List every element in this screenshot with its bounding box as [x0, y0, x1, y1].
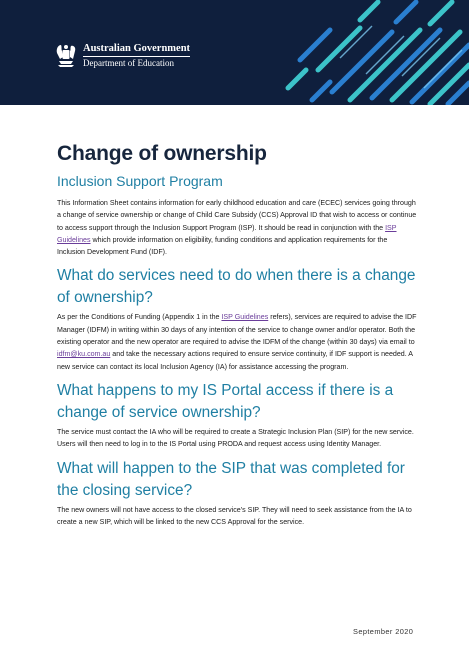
section-paragraph-portal: The service must contact the IA who will be required to create a Strategic Inclusion Plan (SIP) for the new service. Users will then need to log in to the IS Portal using PRODA and request access using Identity Manager.: [57, 427, 414, 449]
gov-name: Australian Government: [83, 43, 191, 55]
isp-guidelines-link[interactable]: ISP Guidelines: [57, 223, 397, 244]
ownership-text-1: As per the Conditions of Funding (Appendix 1 in the: [57, 313, 222, 322]
page-subtitle: Inclusion Support Program: [57, 173, 223, 189]
intro-text-2: which provide information on eligibility, funding conditions and application requirements for the Inclusion Development Fund (IDF).: [57, 235, 388, 257]
isp-guidelines-link-2[interactable]: ISP Guidelines: [221, 313, 269, 322]
section-heading-ownership: What do services need to do when there is a change of ownership?: [57, 267, 416, 307]
idfm-email-link[interactable]: idfm@ku.com.au: [57, 350, 111, 359]
ownership-text-3: and take the necessary actions required to ensure service continuity, if IDF support is needed. A new service can contact its local Inclusion Agency (IA) for assistance accessing the program.: [57, 350, 413, 371]
header-banner: [0, 0, 469, 105]
coat-of-arms-crest-icon: [55, 43, 77, 69]
section-paragraph-sip: The new owners will not have access to the closed service's SIP. They will need to seek assistance from the IA to create a new SIP, which will be linked to the new CCS Approval for the service.: [57, 505, 412, 526]
ownership-text-2: refers), services are required to advise the IDF Manager (IDFM) in writing within 30 days of any intention of the service to change owner and/or operator. Both the existing operator and the new operator are required to advise the IDFM of the change (within 30 days) via email to: [57, 313, 417, 347]
government-logo: [55, 43, 190, 69]
section-paragraph-ownership: [57, 311, 417, 372]
department-name: Department of Education: [83, 58, 174, 69]
intro-text-1: This Information Sheet contains information for early childhood education and care (ECEC) services going through a change of service ownership or change of Child Care Subsidy (CCS) Approval ID that wish to access or continue to access support through the Inclusion Support Program (ISP). It should be read in conjunction with the: [57, 199, 417, 232]
government-wordmark: [83, 43, 190, 68]
publication-date: September 2020: [353, 627, 414, 636]
section-heading-portal: What happens to my IS Portal access if there is a change of service ownership?: [57, 381, 394, 421]
document-body: [57, 142, 417, 528]
page-title: Change of ownership: [57, 142, 267, 165]
section-heading-sip: What will happen to the SIP that was completed for the closing service?: [57, 459, 405, 499]
wordmark-divider: [83, 56, 190, 57]
intro-paragraph: [57, 197, 417, 258]
